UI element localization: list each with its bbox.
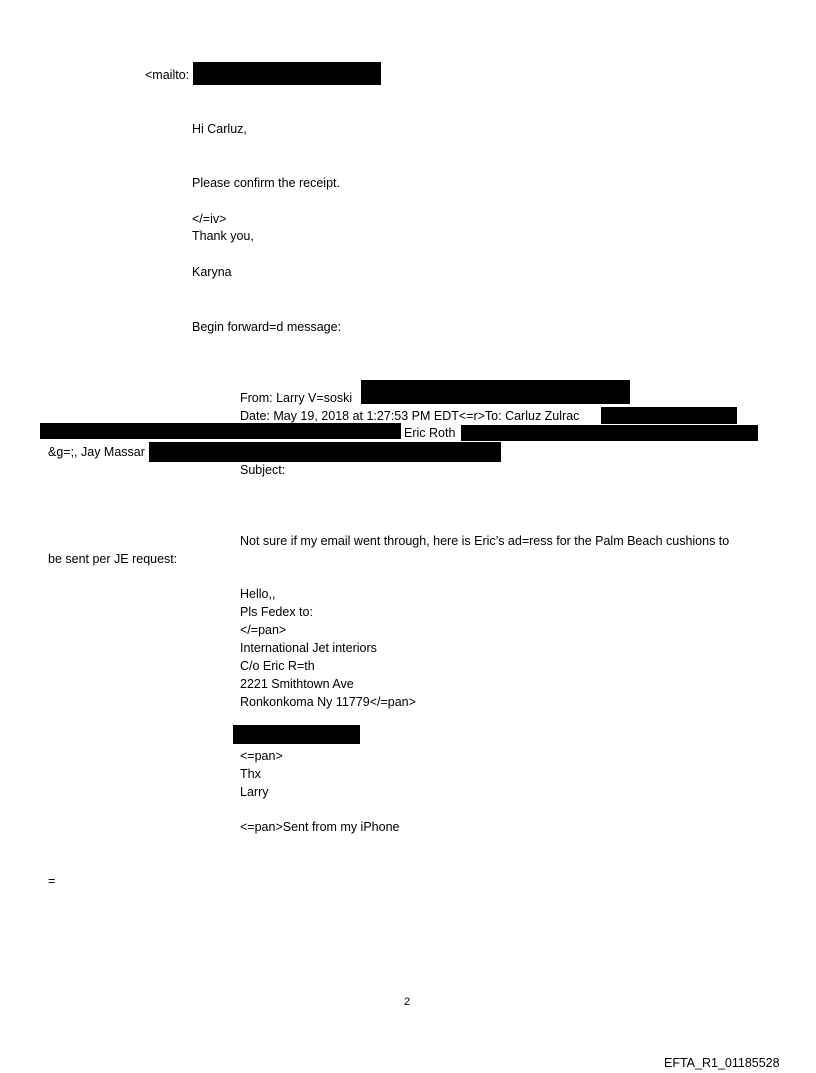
fedex-line: Pls Fedex to: [240,605,313,619]
confirm-line: Please confirm the receipt. [192,176,340,190]
address-city: Ronkonkoma Ny 11779</=pan> [240,695,416,709]
body-line-1: Not sure if my email went through, here is Eric’s ad=ress for the Palm Beach cushions to [240,534,730,548]
markup-artifact: </=iv> [192,212,227,226]
address-street: 2221 Smithtown Ave [240,677,354,691]
markup-artifact: <=pan> [240,749,283,763]
redaction-box [461,425,758,441]
eric-roth-name: Eric Roth [404,426,456,440]
subject-line: Subject: [240,463,286,477]
jay-massar-line: &g=;, Jay Massar [48,445,145,459]
mailto-prefix: <mailto: [145,68,190,82]
hello-line: Hello,, [240,587,276,601]
forward-header: Begin forward=d message: [192,320,342,334]
address-company: International Jet interiors [240,641,377,655]
body-line-2: be sent per JE request: [48,552,178,566]
date-to-line: Date: May 19, 2018 at 1:27:53 PM EDT<=r>To: Carluz Zulrac [240,409,580,423]
sender-name: Karyna [192,265,232,279]
address-co: C/o Eric R=th [240,659,315,673]
redaction-box [361,380,630,404]
signature-name: Larry [240,785,269,799]
redaction-box [233,725,360,744]
equals-artifact: = [48,874,56,888]
bates-number: EFTA_R1_01185528 [664,1056,780,1070]
markup-artifact: </=pan> [240,623,287,637]
sent-from-line: <=pan>Sent from my iPhone [240,820,400,834]
redaction-box [40,423,401,439]
redaction-box [193,62,381,85]
from-line: From: Larry V=soski [240,391,353,405]
redaction-box [601,407,737,424]
thx-line: Thx [240,767,261,781]
redaction-box [149,442,501,462]
greeting: Hi Carluz, [192,122,247,136]
thanks-line: Thank you, [192,229,254,243]
page-number: 2 [404,996,411,1008]
